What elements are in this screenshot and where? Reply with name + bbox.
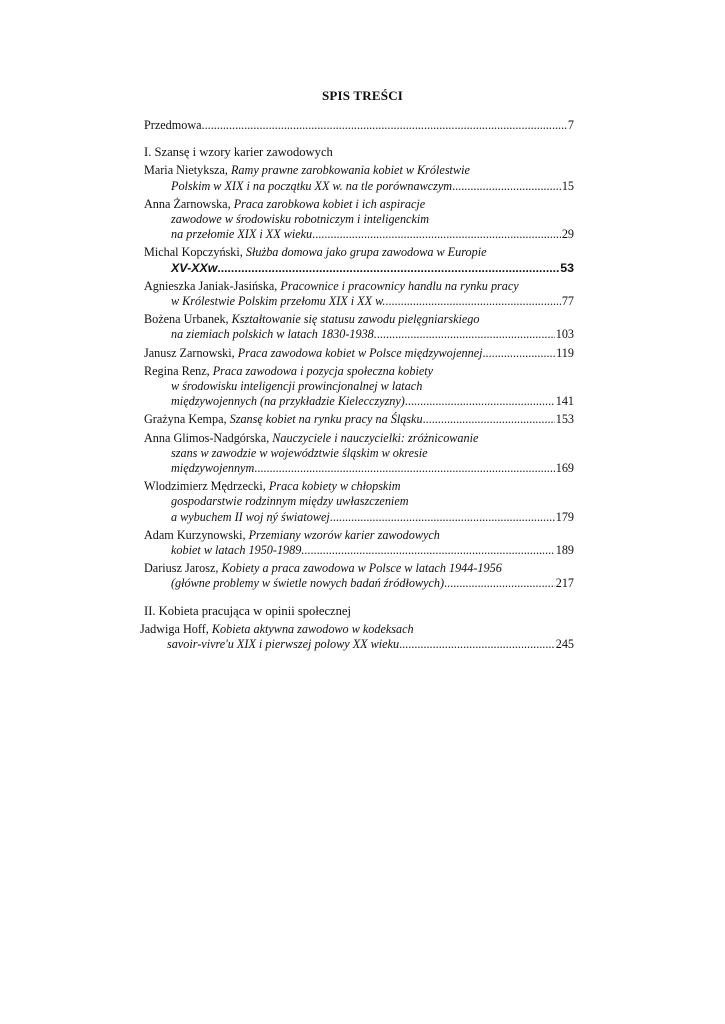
entry-title-cont: w Królestwie Polskim przełomu XIX i XX w.	[171, 294, 386, 309]
page-number: 77	[561, 294, 574, 309]
entry-title-cont: zawodowe w środowisku robotniczym i inteligenckim	[171, 212, 430, 227]
toc-entry[interactable]	[144, 197, 574, 243]
page-number: 15	[561, 178, 574, 193]
leader-dots	[405, 394, 555, 409]
page-number: 7	[567, 118, 574, 132]
page-number: 103	[555, 327, 574, 342]
entry-title-cont: Polskim w XIX i na początku XX w. na tle porównawczym	[171, 178, 453, 193]
entry-title: Praca zawodowa i pozycja społeczna kobiety	[212, 363, 434, 378]
entry-author: Maria Nietyksza,	[144, 163, 231, 178]
entry-title: Praca kobiety w chłopskim	[268, 479, 401, 494]
page-number: 179	[555, 509, 574, 524]
toc-entry-preface[interactable]	[144, 118, 574, 133]
toc-entry[interactable]	[144, 364, 574, 410]
toc-entry[interactable]	[144, 431, 574, 477]
page-number: 217	[555, 576, 574, 591]
entry-title: Praca zawodowa kobiet w Polsce międzywojennej	[237, 345, 483, 360]
entry-author: Jadwiga Hoff,	[140, 621, 212, 636]
page-number: 119	[556, 345, 574, 360]
section-heading-2: II. Kobieta pracująca w opinii społecznej	[144, 603, 352, 618]
entry-title-cont: międzywojennych (na przykładzie Kielecczyzny)	[171, 394, 405, 409]
entry-title: Kobieta aktywna zawodowo w kodeksach	[211, 621, 414, 636]
leader-dots	[312, 227, 561, 242]
toc-entry[interactable]	[144, 561, 574, 591]
entry-title-cont: szans w zawodzie w województwie śląskim w okresie	[171, 445, 428, 460]
leader-dots	[452, 179, 561, 194]
entry-author: Adam Kurzynowski,	[144, 527, 249, 542]
entry-title: Kobiety a praca zawodowa w Polsce w latach 1944-1956	[221, 561, 502, 576]
leader-dots	[483, 346, 556, 361]
entry-title: Służba domowa jako grupa zawodowa w Europie	[245, 245, 487, 260]
toc-entry[interactable]	[144, 412, 574, 427]
entry-author: Anna Żarnowska,	[144, 196, 234, 211]
entry-title-cont: a wybuchem II woj ný światowej	[171, 509, 330, 524]
page-number: 153	[555, 412, 574, 427]
toc-entry[interactable]	[144, 346, 574, 361]
entry-author: Michal Kopczyński,	[144, 245, 246, 260]
leader-dots	[304, 543, 554, 558]
leader-dots	[423, 412, 555, 427]
entry-title: Przemiany wzorów karier zawodowych	[248, 527, 440, 542]
toc-entry[interactable]	[144, 479, 574, 525]
entry-title-cont: międzywojennym	[171, 461, 255, 476]
page-number: 29	[561, 227, 574, 242]
toc-entry[interactable]	[144, 312, 574, 342]
leader-dots	[399, 637, 555, 652]
entry-title-cont: na ziemiach polskich w latach 1830-1938.	[171, 327, 377, 342]
entry-title-cont: (główne problemy w świetle nowych badań źródłowych)	[171, 576, 445, 591]
entry-title: Pracownice i pracownicy handlu na rynku pracy	[280, 278, 519, 293]
entry-title-cont: w środowisku inteligencji prowincjonalnej w latach	[171, 379, 423, 394]
entry-title-cont: savoir-vivre'u XIX i pierwszej polowy XX wieku	[167, 637, 400, 652]
toc-entry[interactable]	[144, 279, 574, 309]
entry-author: Bożena Urbanek,	[144, 312, 232, 327]
entry-author: Dariusz Jarosz,	[144, 561, 222, 576]
leader-dots	[202, 118, 567, 133]
entry-title-cont: kobiet w latach 1950-1989.	[171, 543, 305, 558]
page-number: 245	[555, 637, 574, 652]
page-number: 53	[560, 260, 574, 275]
toc-entry[interactable]	[144, 245, 574, 275]
leader-dots	[330, 510, 555, 525]
entry-title: Ramy prawne zarobkowania kobiet w Królestwie	[230, 163, 470, 178]
entry-title: Przedmowa	[144, 118, 202, 132]
page-number: 169	[555, 461, 574, 476]
entry-author: Anna Glimos-Nadgórska,	[144, 430, 273, 445]
leader-dots	[254, 461, 554, 476]
leader-dots	[377, 327, 555, 342]
entry-author: Agnieszka Janiak-Jasińska,	[144, 278, 281, 293]
toc-entry[interactable]	[144, 163, 574, 193]
table-of-contents	[140, 118, 574, 652]
entry-title: Kształtowanie się statusu zawodu pielęgniarskiego	[231, 312, 480, 327]
page-number: 189	[555, 543, 574, 558]
entry-title-cont: na przełomie XIX i XX wieku	[171, 227, 313, 242]
entry-title: Praca zarobkowa kobiet i ich aspiracje	[233, 196, 426, 211]
entry-author: Regina Renz,	[144, 363, 213, 378]
leader-dots	[444, 576, 555, 591]
entry-author: Wlodzimierz Mędrzecki,	[144, 479, 269, 494]
page-title: SPIS TREŚCI	[321, 88, 404, 103]
entry-author: Janusz Zarnowski,	[144, 345, 238, 360]
toc-entry[interactable]	[140, 622, 574, 652]
leader-dots	[385, 294, 560, 309]
section-heading-1: I. Szansę i wzory karier zawodowych	[144, 145, 333, 160]
entry-title-cont: gospodarstwie rodzinnym między uwłaszczeniem	[171, 494, 409, 509]
toc-entry[interactable]	[144, 528, 574, 558]
entry-title: Nauczyciele i nauczycielki: zróżnicowanie	[272, 430, 479, 445]
page-number: 141	[555, 394, 574, 409]
entry-author: Grażyna Kempa,	[144, 412, 230, 427]
leader-dots	[217, 261, 559, 276]
entry-title-cont: XV-XXw	[171, 260, 218, 275]
entry-title: Szansę kobiet na rynku pracy na Śląsku	[229, 412, 423, 427]
